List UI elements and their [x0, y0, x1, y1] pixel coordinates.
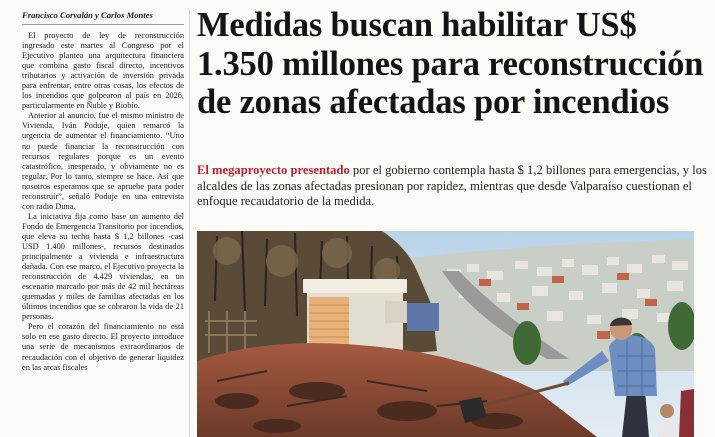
body-paragraph-4: Pero el corazón del financiamiento no está solo en ese gasto directo. El proyecto introduce una serie de mecanismos extraordinarios de recaudación con el objetivo de generar liquidez en las arcas fiscales	[22, 322, 184, 372]
body-paragraph-3: La iniciativa fija como base un aumento del Fondo de Emergencia Transitorio por incendios, que eleva su techo hasta $ 1,2 billones -casi USD 1.400 millones-, recursos destinados principalmente a vivienda e infraestructura dañada. Con ese marco, el Ejecutivo proyecta la reconstrucción de 4.429 viviendas, en un escenario marcado por más de 42 mil hectáreas quemadas y miles de familias afectadas en los últimos incendios que se cobraron la vida de 21 personas.	[22, 211, 184, 322]
headline: Medidas buscan habilitar US$ 1.350 millones para reconstrucción de zonas afectadas por incendios	[197, 6, 704, 121]
column-divider	[189, 10, 190, 437]
byline: Francisco Corvalán y Carlos Montes	[22, 10, 184, 25]
dek	[197, 163, 707, 210]
news-photo-illustration	[197, 231, 694, 437]
dek-rest: por el gobierno contempla hasta $ 1,2 billones para emergencias, y los alcaldes de las zonas afectadas presionan por rapidez, mientras que desde Valparaíso cuestionan el enfoque recaudatorio de la medida.	[197, 163, 707, 209]
dek-lead: El megaproyecto presentado	[197, 163, 350, 177]
news-photo	[197, 231, 694, 437]
body-paragraph-2: Anterior al anuncio, fue el mismo ministro de Vivienda, Iván Poduje, quien remarcó la urgencia de aumentar el financiamiento. “Uno no puede financiar la reconstrucción con recursos regulares porque es un evento catastrófico, inesperado, y obviamente no es regular. Por lo tanto, siempre se hace. Así que nosotros esperamos que se apruebe para poder reconstruir”, señaló Poduje en una entrevista con radio Duna.	[22, 111, 184, 211]
article-body-column	[22, 10, 184, 437]
body-paragraph-1: El proyecto de ley de reconstrucción ingresado este martes al Congreso por el Ejecutivo plantea una arquitectura financiera que combina gasto fiscal directo, incentivos tributarios y activación de inversión privada para enfrentar, entre otras cosas, los efectos de los incendios que golpearon al país en 2026, particularmente en Ñuble y Biobío.	[22, 31, 184, 111]
